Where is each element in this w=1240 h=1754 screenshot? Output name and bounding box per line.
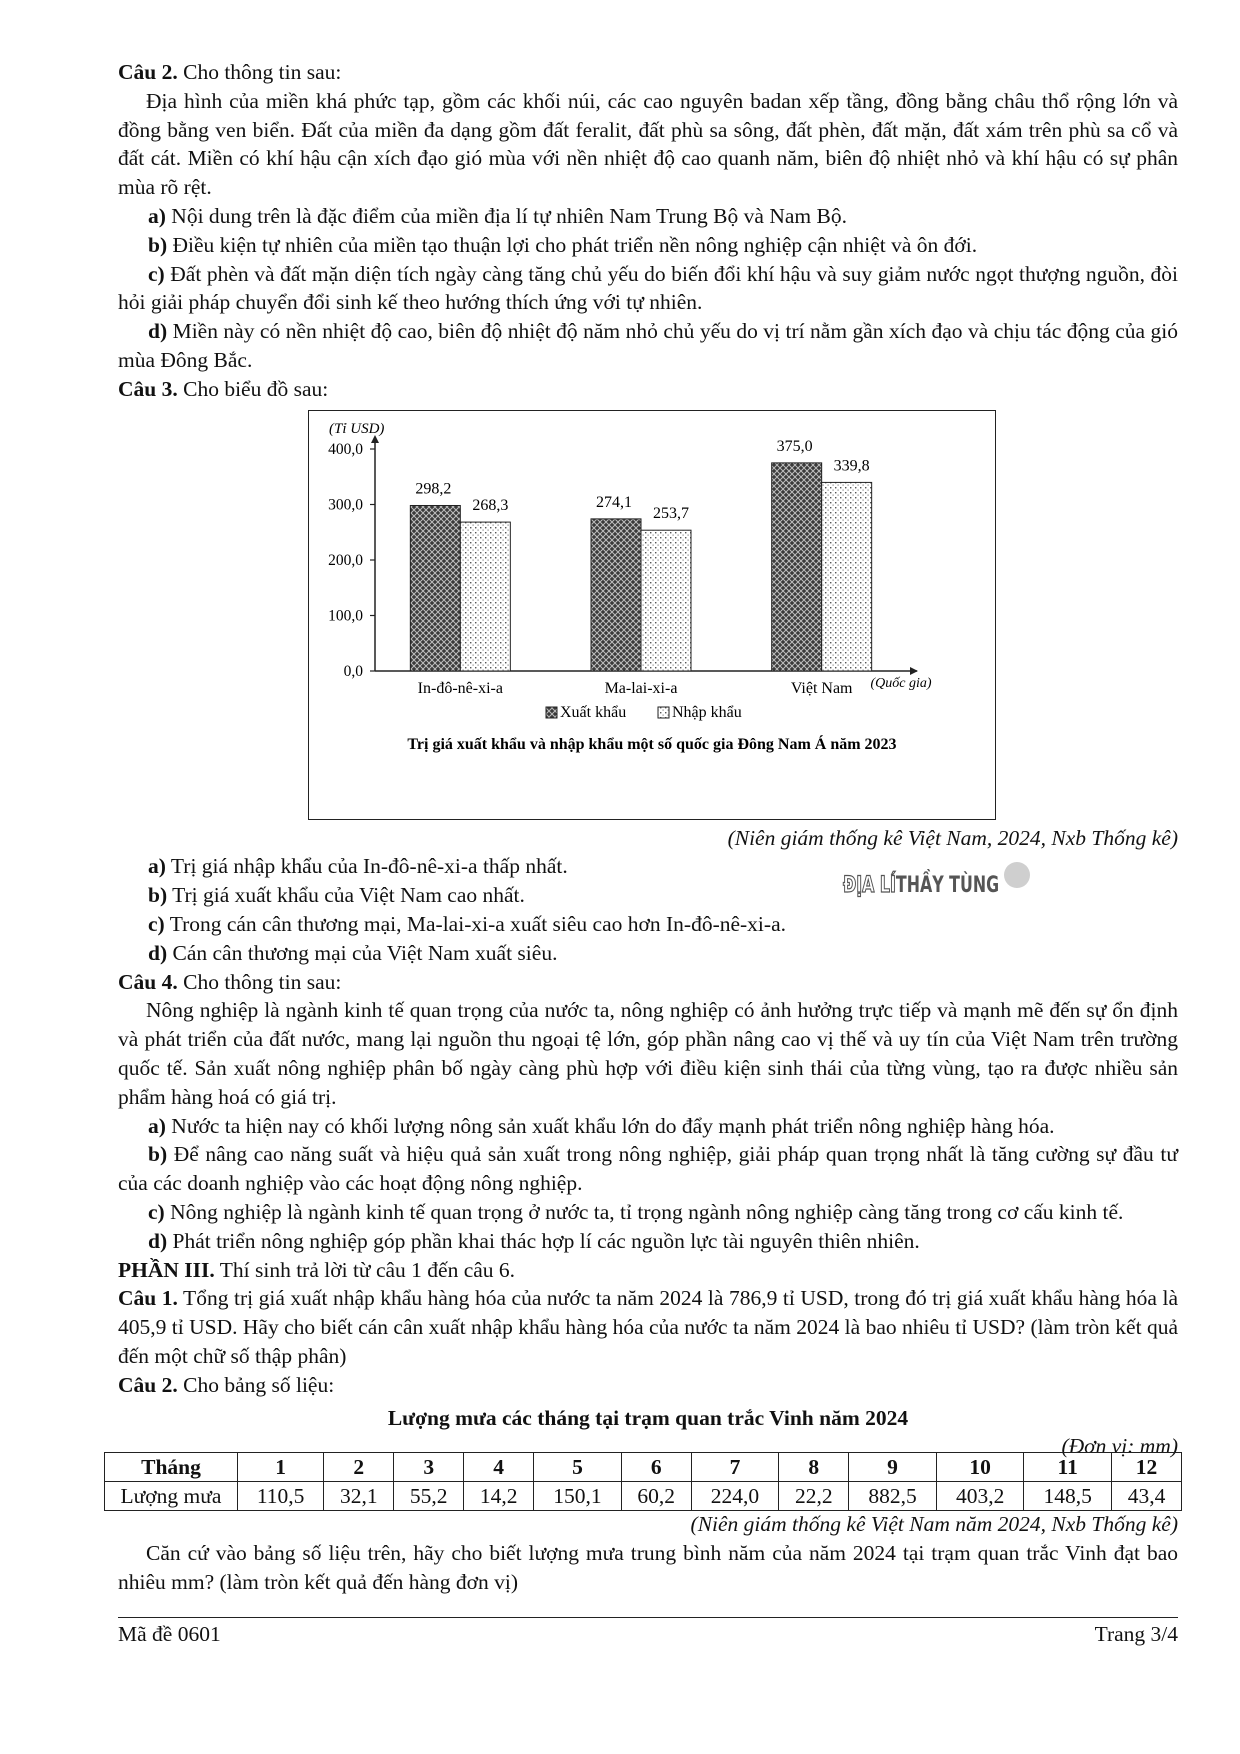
watermark-left: ĐỊA LÍ (843, 873, 896, 898)
table-row (105, 1482, 1182, 1511)
option-key: b) (148, 883, 168, 908)
q4-label: Câu 4. (118, 969, 178, 994)
table-unit: (Đơn vị: mm) (1061, 1434, 1178, 1459)
exam-code: Mã đề 0601 (118, 1622, 221, 1646)
bar-export (591, 518, 641, 670)
part3-text: Thí sinh trả lời từ câu 1 đến câu 6. (214, 1257, 516, 1282)
option-key: d) (148, 940, 168, 965)
table-header-cell: 8 (779, 1453, 849, 1482)
q3-option-d (118, 939, 1178, 968)
q2-option-d (118, 317, 1178, 375)
bar-import (822, 482, 872, 671)
option-key: a) (148, 1113, 166, 1138)
option-key: b) (148, 232, 168, 257)
y-tick-label: 200,0 (328, 551, 363, 569)
chart-title: Trị giá xuất khẩu và nhập khẩu một số quốc gia Đông Nam Á năm 2023 (407, 735, 897, 753)
option-key: d) (148, 1228, 168, 1253)
table-header-cell: 11 (1024, 1453, 1112, 1482)
table-header-cell: 12 (1112, 1453, 1182, 1482)
table-header-cell: 7 (691, 1453, 779, 1482)
option-text: Cán cân thương mại của Việt Nam xuất siêu. (167, 940, 558, 965)
q3-label: Câu 3. (118, 376, 178, 401)
page-content (118, 58, 1178, 1461)
option-key: a) (148, 854, 166, 879)
bar-chart (309, 411, 995, 819)
option-key: c) (148, 261, 165, 286)
q2-heading (118, 58, 1178, 87)
p3-q2-question: Căn cứ vào bảng số liệu trên, hãy cho biết lượng mưa trung bình năm của năm 2024 tại trạm quan trắc Vinh đạt bao nhiêu mm? (làm tròn kết quả đến hàng đơn vị) (118, 1540, 1178, 1594)
q3-option-c (118, 910, 1178, 939)
table-header-cell: 10 (936, 1453, 1024, 1482)
option-text: Để nâng cao năng suất và hiệu quả sản xuất trong nông nghiệp, giải pháp quan trọng nhất là tăng cường sự đầu tư của các doanh nghiệp vào các hoạt động nông nghiệp. (118, 1142, 1178, 1196)
q4-option-c (118, 1198, 1178, 1227)
q4-lead: Cho thông tin sau: (177, 969, 342, 994)
option-text: Nước ta hiện nay có khối lượng nông sản xuất khẩu lớn do đẩy mạnh phát triển nông nghiệp hàng hóa. (165, 1113, 1055, 1138)
table-cell: 150,1 (534, 1482, 622, 1511)
p3-q1-text: Tổng trị giá xuất nhập khẩu hàng hóa của nước ta năm 2024 là 786,9 tỉ USD, trong đó trị giá xuất khẩu hàng hóa là 405,9 tỉ USD. Hãy cho biết cán cân xuất nhập khẩu hàng hóa của nước ta năm 2024 là bao nhiêu tỉ USD? (làm tròn kết quả đến một chữ số thập phân) (118, 1286, 1178, 1368)
y-tick-label: 0,0 (343, 662, 363, 680)
data-label: 339,8 (833, 456, 870, 474)
table-source: (Niên giám thống kê Việt Nam năm 2024, Nxb Thống kê) (690, 1512, 1178, 1536)
table-cell: 55,2 (394, 1482, 464, 1511)
table-cell: 403,2 (936, 1482, 1024, 1511)
option-key: a) (148, 203, 166, 228)
table-cell: 32,1 (324, 1482, 394, 1511)
x-axis-arrow (910, 667, 918, 675)
option-key: c) (148, 911, 165, 936)
data-label: 298,2 (415, 480, 452, 498)
page-number: Trang 3/4 (1094, 1622, 1178, 1646)
p3-q2-lead: Cho bảng số liệu: (177, 1372, 335, 1397)
q2-option-c (118, 260, 1178, 318)
q2-option-a (118, 202, 1178, 231)
table-header-cell: 4 (464, 1453, 534, 1482)
option-text: Phát triển nông nghiệp góp phần khai thác hợp lí các nguồn lực tài nguyên thiên nhiên. (167, 1228, 920, 1253)
chart-frame (308, 410, 996, 820)
data-label: 274,1 (596, 493, 632, 511)
table-header-cell: Tháng (105, 1453, 238, 1482)
table-cell: 882,5 (849, 1482, 937, 1511)
q2-lead: Cho thông tin sau: (177, 60, 342, 84)
option-text: Trị giá nhập khẩu của In-đô-nê-xi-a thấp nhất. (165, 854, 568, 879)
table-cell: 22,2 (779, 1482, 849, 1511)
legend-label-export: Xuất khẩu (560, 703, 627, 721)
table-header-cell: 2 (324, 1453, 394, 1482)
q3-source: (Niên giám thống kê Việt Nam, 2024, Nxb Thống kê) (727, 825, 1178, 850)
rainfall-table (104, 1452, 1182, 1511)
y-tick-label: 400,0 (328, 440, 363, 458)
table-cell: 60,2 (621, 1482, 691, 1511)
data-label: 268,3 (472, 496, 509, 514)
table-header-cell: 6 (621, 1453, 691, 1482)
q4-paragraph: Nông nghiệp là ngành kinh tế quan trọng của nước ta, nông nghiệp có ảnh hưởng trực tiếp và mạnh mẽ đến sự ổn định và phát triển của đất nước, mang lại nguồn thu ngoại tệ lớn, góp phần nâng cao vị thế và uy tín của Việt Nam trên trường quốc tế. Sản xuất nông nghiệp phân bố ngày càng phù hợp với điều kiện sinh thái của từng vùng, tạo ra được nhiều sản phẩm hàng hoá có giá trị. (118, 998, 1178, 1109)
option-text: Nông nghiệp là ngành kinh tế quan trọng ở nước ta, tỉ trọng ngành nông nghiệp càng tăng trong cơ cấu kinh tế. (164, 1199, 1124, 1224)
option-key: c) (148, 1199, 165, 1224)
bar-export (410, 505, 460, 671)
q2-label: Câu 2. (118, 60, 178, 84)
option-key: d) (148, 319, 168, 344)
x-tick-label: Việt Nam (790, 679, 853, 697)
data-label: 253,7 (653, 504, 689, 522)
option-text: Đất phèn và đất mặn diện tích ngày càng tăng chủ yếu do biến đổi khí hậu và suy giảm nước ngọt thượng nguồn, đòi hỏi giải pháp chuyển đổi sinh kế theo hướng thích ứng với tự nhiên. (118, 261, 1178, 315)
table-after (118, 1510, 1178, 1596)
table-header-cell: 1 (238, 1453, 324, 1482)
q4-option-b (118, 1140, 1178, 1198)
table-header-cell: 9 (849, 1453, 937, 1482)
p3-q2-heading (118, 1371, 1178, 1400)
bar-export (772, 462, 822, 670)
table-cell: 224,0 (691, 1482, 779, 1511)
table-cell: 14,2 (464, 1482, 534, 1511)
table-header-row (105, 1453, 1182, 1482)
table-header-cell: 3 (394, 1453, 464, 1482)
x-axis-label: (Quốc gia) (870, 675, 932, 691)
option-key: b) (148, 1142, 168, 1167)
option-text: Miền này có nền nhiệt độ cao, biên độ nhiệt độ năm nhỏ chủ yếu do vị trí nằm gần xích đạo và chịu tác động của gió mùa Đông Bắc. (118, 319, 1178, 372)
table-cell: 110,5 (238, 1482, 324, 1511)
part3-label: PHẦN III. (118, 1257, 215, 1282)
y-tick-label: 300,0 (328, 496, 363, 514)
data-label: 375,0 (776, 437, 813, 455)
q4-heading (118, 968, 1178, 997)
q4-option-d (118, 1227, 1178, 1256)
x-tick-label: In-đô-nê-xi-a (417, 679, 503, 697)
watermark-dot (1004, 862, 1030, 888)
legend-swatch-export (546, 707, 557, 718)
p3-q1 (118, 1284, 1178, 1370)
q3-lead: Cho biểu đồ sau: (177, 376, 329, 401)
q4-option-a (118, 1112, 1178, 1141)
option-text: Điều kiện tự nhiên của miền tạo thuận lợi cho phát triển nền nông nghiệp cận nhiệt và ôn đới. (167, 232, 978, 257)
y-axis-label: (Tỉ USD) (329, 420, 385, 437)
legend-label-import: Nhập khẩu (672, 703, 742, 721)
table-cell: 148,5 (1024, 1482, 1112, 1511)
table-cell: Lượng mưa (105, 1482, 238, 1511)
part3-heading (118, 1256, 1178, 1285)
option-text: Trị giá xuất khẩu của Việt Nam cao nhất. (167, 883, 525, 908)
bar-import (641, 530, 691, 671)
q2-paragraph: Địa hình của miền khá phức tạp, gồm các khối núi, các cao nguyên badan xếp tầng, đồng bằng châu thổ rộng lớn và đồng bằng ven biển. Đất của miền đa dạng gồm đất feralit, đất phù sa sông, đất phèn, đất mặn, đất xám trên phù sa cổ và đất cát. Miền có khí hậu cận xích đạo gió mùa với nền nhiệt độ cao quanh năm, biên độ nhiệt nhỏ và khí hậu có sự phân mùa rõ rệt. (118, 88, 1178, 200)
y-tick-label: 100,0 (328, 607, 363, 625)
watermark-right: THẦY TÙNG (895, 873, 1000, 898)
q3-heading (118, 375, 1178, 404)
bar-import (460, 522, 510, 671)
option-text: Nội dung trên là đặc điểm của miền địa lí tự nhiên Nam Trung Bộ và Nam Bộ. (165, 203, 847, 228)
watermark-logo (843, 872, 999, 901)
x-tick-label: Ma-lai-xi-a (604, 679, 678, 697)
p3-q2-label: Câu 2. (118, 1372, 178, 1397)
table-cell: 43,4 (1112, 1482, 1182, 1511)
table-header-cell: 5 (534, 1453, 622, 1482)
page-footer (118, 1620, 1178, 1649)
footer-divider (118, 1617, 1178, 1618)
option-text: Trong cán cân thương mại, Ma-lai-xi-a xuất siêu cao hơn In-đô-nê-xi-a. (164, 911, 786, 936)
p3-q1-label: Câu 1. (118, 1286, 178, 1311)
legend-swatch-import (658, 707, 669, 718)
q2-option-b (118, 231, 1178, 260)
table-title: Lượng mưa các tháng tại trạm quan trắc Vinh năm 2024 (387, 1405, 909, 1430)
